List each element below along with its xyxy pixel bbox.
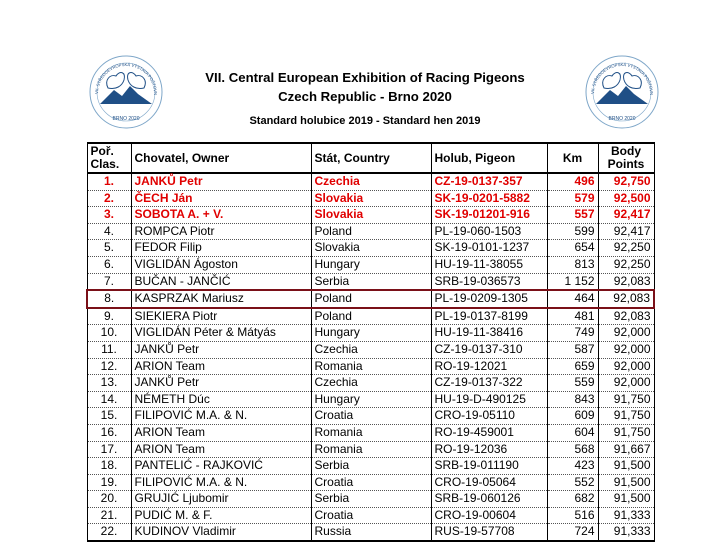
pigeon-emblem-icon (582, 52, 662, 132)
cell-owner: ARION Team (131, 441, 311, 458)
column-header-pigeon: Holub, Pigeon (431, 143, 547, 173)
cell-km: 609 (547, 408, 598, 425)
cell-place: 4. (87, 223, 131, 240)
column-header-km: Km (547, 143, 598, 173)
logo-ring-text: VII. STŘEDOEVROPSKÁ VÝSTAVA POŠTOVN (93, 61, 159, 96)
logo-ring-text: VII. STŘEDOEVROPSKÁ VÝSTAVA POŠTOVN (589, 61, 655, 96)
category-title: Standard holubice 2019 - Standard hen 2019 (249, 115, 481, 127)
cell-country: Slovakia (311, 190, 431, 207)
cell-place: 13. (87, 375, 131, 392)
document-title: VII. Central European Exhibition of Racing Pigeons (205, 70, 525, 85)
cell-owner: JANKŮ Petr (131, 341, 311, 358)
cell-points: 92,250 (598, 256, 654, 273)
cell-km: 557 (547, 207, 598, 224)
cell-km: 724 (547, 524, 598, 541)
cell-points: 91,500 (598, 474, 654, 491)
cell-country: Poland (311, 290, 431, 308)
cell-pigeon: PL-19-0137-8199 (431, 308, 547, 325)
table-row (87, 273, 654, 290)
cell-place: 12. (87, 358, 131, 375)
cell-place: 19. (87, 474, 131, 491)
cell-place: 2. (87, 190, 131, 207)
cell-km: 516 (547, 507, 598, 524)
table-row (87, 391, 654, 408)
cell-points: 91,333 (598, 524, 654, 541)
column-header-place: Poř. Clas. (87, 143, 131, 173)
logo-year-text: BRNO 2020 (608, 116, 636, 122)
cell-pigeon: CZ-19-0137-322 (431, 375, 547, 392)
cell-country: Russia (311, 524, 431, 541)
cell-owner: BUČAN - JANČIĆ (131, 273, 311, 290)
cell-country: Slovakia (311, 240, 431, 257)
cell-country: Croatia (311, 474, 431, 491)
cell-owner: SOBOTA A. + V. (131, 207, 311, 224)
cell-owner: SIEKIERA Piotr (131, 308, 311, 325)
cell-place: 14. (87, 391, 131, 408)
cell-points: 91,667 (598, 441, 654, 458)
cell-km: 659 (547, 358, 598, 375)
cell-points: 91,500 (598, 458, 654, 475)
cell-pigeon: CZ-19-0137-357 (431, 173, 547, 190)
table-row (87, 524, 654, 541)
cell-place: 16. (87, 424, 131, 441)
cell-pigeon: SRB-19-060126 (431, 491, 547, 508)
column-header-owner: Chovatel, Owner (131, 143, 311, 173)
cell-km: 496 (547, 173, 598, 190)
cell-pigeon: PL-19-060-1503 (431, 223, 547, 240)
table-row (87, 190, 654, 207)
table-row (87, 474, 654, 491)
cell-pigeon: SK-19-0201-5882 (431, 190, 547, 207)
cell-km: 1 152 (547, 273, 598, 290)
cell-pigeon: SK-19-01201-916 (431, 207, 547, 224)
cell-country: Serbia (311, 273, 431, 290)
cell-place: 10. (87, 325, 131, 342)
cell-km: 813 (547, 256, 598, 273)
cell-country: Hungary (311, 325, 431, 342)
cell-points: 92,083 (598, 273, 654, 290)
cell-owner: ROMPCA Piotr (131, 223, 311, 240)
cell-country: Slovakia (311, 207, 431, 224)
cell-points: 92,000 (598, 375, 654, 392)
cell-pigeon: RO-19-459001 (431, 424, 547, 441)
cell-place: 18. (87, 458, 131, 475)
cell-pigeon: SK-19-0101-1237 (431, 240, 547, 257)
table-row (87, 375, 654, 392)
cell-pigeon: HU-19-D-490125 (431, 391, 547, 408)
cell-points: 92,083 (598, 290, 654, 308)
cell-pigeon: CZ-19-0137-310 (431, 341, 547, 358)
cell-place: 9. (87, 308, 131, 325)
table-row (87, 408, 654, 425)
cell-points: 91,750 (598, 408, 654, 425)
table-row (87, 173, 654, 190)
table-row (87, 290, 654, 308)
table-row (87, 207, 654, 224)
cell-km: 749 (547, 325, 598, 342)
cell-place: 1. (87, 173, 131, 190)
cell-pigeon: CRO-19-05110 (431, 408, 547, 425)
cell-place: 3. (87, 207, 131, 224)
cell-pigeon: HU-19-11-38416 (431, 325, 547, 342)
cell-pigeon: HU-19-11-38055 (431, 256, 547, 273)
table-row (87, 358, 654, 375)
cell-place: 11. (87, 341, 131, 358)
table-row (87, 240, 654, 257)
cell-points: 92,750 (598, 173, 654, 190)
cell-pigeon: RO-19-12021 (431, 358, 547, 375)
cell-km: 587 (547, 341, 598, 358)
cell-points: 91,333 (598, 507, 654, 524)
cell-owner: JANKŮ Petr (131, 173, 311, 190)
cell-km: 843 (547, 391, 598, 408)
cell-points: 92,000 (598, 325, 654, 342)
cell-points: 92,250 (598, 240, 654, 257)
cell-points: 91,750 (598, 391, 654, 408)
cell-place: 8. (87, 290, 131, 308)
cell-country: Croatia (311, 507, 431, 524)
cell-owner: KUDINOV Vladimir (131, 524, 311, 541)
cell-pigeon: SRB-19-036573 (431, 273, 547, 290)
logo-year-text: BRNO 2020 (112, 116, 140, 122)
cell-country: Serbia (311, 491, 431, 508)
cell-points: 92,417 (598, 223, 654, 240)
cell-points: 92,417 (598, 207, 654, 224)
cell-owner: ČECH Ján (131, 190, 311, 207)
table-row (87, 308, 654, 325)
cell-country: Poland (311, 223, 431, 240)
cell-country: Czechia (311, 375, 431, 392)
document-subtitle: Czech Republic - Brno 2020 (278, 89, 452, 104)
cell-place: 21. (87, 507, 131, 524)
cell-owner: KASPRZAK Mariusz (131, 290, 311, 308)
column-header-country: Stát, Country (311, 143, 431, 173)
cell-country: Poland (311, 308, 431, 325)
table-row (87, 491, 654, 508)
cell-country: Romania (311, 358, 431, 375)
cell-place: 22. (87, 524, 131, 541)
cell-pigeon: CRO-19-05064 (431, 474, 547, 491)
cell-pigeon: RUS-19-57708 (431, 524, 547, 541)
cell-owner: VIGLIDÁN Péter & Mátyás (131, 325, 311, 342)
cell-km: 464 (547, 290, 598, 308)
cell-points: 91,750 (598, 424, 654, 441)
cell-place: 15. (87, 408, 131, 425)
cell-km: 481 (547, 308, 598, 325)
table-row (87, 341, 654, 358)
cell-country: Hungary (311, 256, 431, 273)
cell-owner: FILIPOVIĆ M.A. & N. (131, 408, 311, 425)
cell-pigeon: PL-19-0209-1305 (431, 290, 547, 308)
table-header-row (87, 143, 654, 173)
cell-place: 6. (87, 256, 131, 273)
document-header (150, 68, 580, 129)
cell-owner: VIGLIDÁN Ágoston (131, 256, 311, 273)
cell-country: Romania (311, 441, 431, 458)
cell-owner: FILIPOVIĆ M.A. & N. (131, 474, 311, 491)
cell-country: Czechia (311, 173, 431, 190)
table-row (87, 458, 654, 475)
cell-points: 92,000 (598, 341, 654, 358)
cell-pigeon: RO-19-12036 (431, 441, 547, 458)
column-header-points: Body Points (598, 143, 654, 173)
cell-km: 559 (547, 375, 598, 392)
cell-owner: NÉMETH Dúc (131, 391, 311, 408)
cell-owner: PUDIĆ M. & F. (131, 507, 311, 524)
cell-owner: ARION Team (131, 358, 311, 375)
cell-pigeon: SRB-19-011190 (431, 458, 547, 475)
cell-place: 7. (87, 273, 131, 290)
cell-km: 604 (547, 424, 598, 441)
cell-pigeon: CRO-19-00604 (431, 507, 547, 524)
table-row (87, 325, 654, 342)
cell-place: 5. (87, 240, 131, 257)
cell-km: 599 (547, 223, 598, 240)
results-table-body (87, 173, 654, 541)
cell-km: 682 (547, 491, 598, 508)
cell-km: 654 (547, 240, 598, 257)
cell-points: 91,500 (598, 491, 654, 508)
table-row (87, 424, 654, 441)
cell-km: 423 (547, 458, 598, 475)
cell-country: Romania (311, 424, 431, 441)
cell-points: 92,083 (598, 308, 654, 325)
results-table (86, 142, 655, 542)
cell-owner: PANTELIĆ - RAJKOVIĆ (131, 458, 311, 475)
table-row (87, 256, 654, 273)
cell-country: Serbia (311, 458, 431, 475)
cell-points: 92,500 (598, 190, 654, 207)
cell-km: 579 (547, 190, 598, 207)
cell-country: Hungary (311, 391, 431, 408)
cell-km: 552 (547, 474, 598, 491)
cell-country: Czechia (311, 341, 431, 358)
cell-points: 92,000 (598, 358, 654, 375)
exhibition-logo-right (582, 52, 662, 132)
cell-owner: JANKŮ Petr (131, 375, 311, 392)
table-row (87, 441, 654, 458)
cell-country: Croatia (311, 408, 431, 425)
table-row (87, 223, 654, 240)
table-row (87, 507, 654, 524)
cell-owner: FEDOR Filip (131, 240, 311, 257)
cell-owner: ARION Team (131, 424, 311, 441)
cell-km: 568 (547, 441, 598, 458)
cell-place: 20. (87, 491, 131, 508)
cell-place: 17. (87, 441, 131, 458)
cell-owner: GRUJIĆ Ljubomir (131, 491, 311, 508)
